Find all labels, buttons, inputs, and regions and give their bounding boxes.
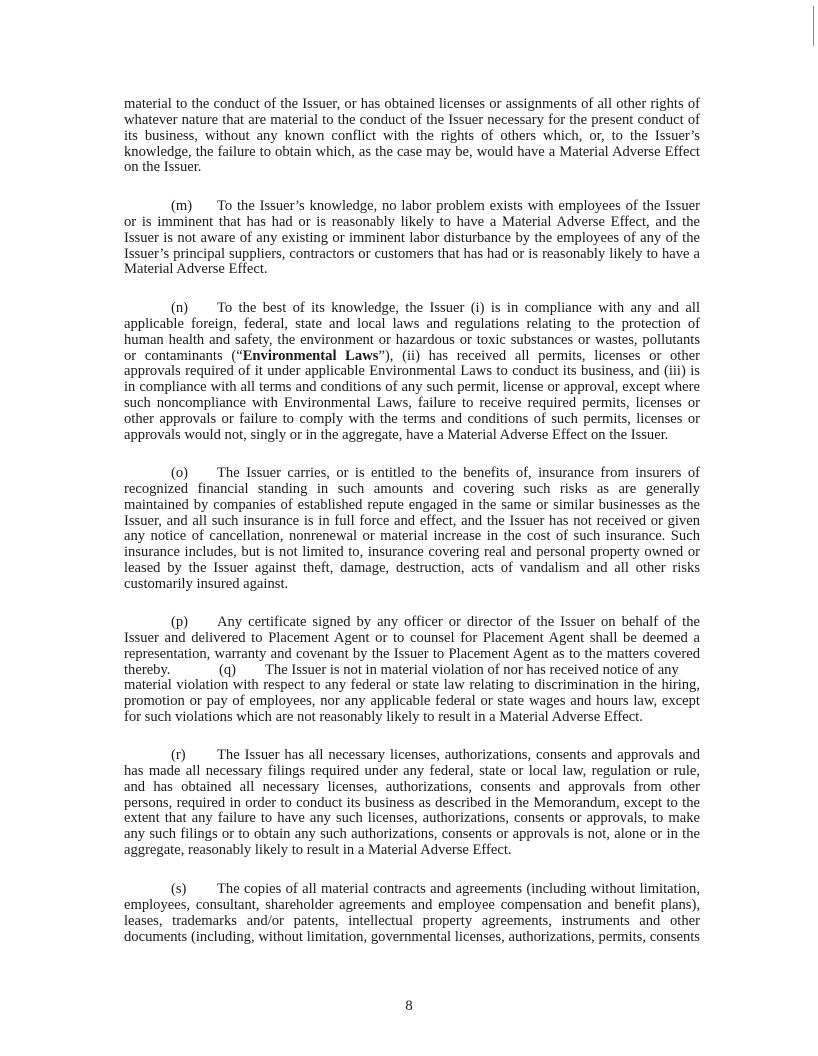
text-line: has made all necessary filings required under any federal, state or local law, regulation or rule, [124,762,700,779]
text-line: leased by the Issuer against theft, damage, destruction, acts of vandalism and all other risks [124,560,700,577]
paragraph-o [124,466,700,593]
paragraph-s [124,882,700,945]
text-line: material violation with respect to any federal or state law relating to discrimination in the hiring, [124,677,700,694]
paragraph-label: (m) [171,198,193,214]
paragraph-label: (r) [171,747,186,763]
text-line: such noncompliance with Environmental Laws, failure to receive required permits, licenses or [124,395,700,412]
text-line: promotion or pay of employees, nor any applicable federal or state wages and hours law, except [124,693,700,710]
text-line: for such violations which are not reasonably likely to result in a Material Adverse Effect. [124,709,643,726]
text-line: Issuer, and all such insurance is in full force and effect, and the Issuer has not received or given [124,512,700,529]
paragraph-n [124,301,700,444]
paragraph-label: (n) [171,300,189,316]
text-line-first [124,615,700,631]
text-line: customarily insured against. [124,575,289,592]
text-run: The Issuer carries, or is entitled to the benefits of, insurance from insurers of [217,465,700,481]
text-line: Issuer and delivered to Placement Agent or to counsel for Placement Agent shall be deemed a [124,629,700,646]
paragraph-r [124,748,700,859]
text-line: material to the conduct of the Issuer, or has obtained licenses or assignments of all other rights of [124,96,700,112]
paragraph-p-q [124,615,700,726]
text-run: Any certificate signed by any officer or director of the Issuer on behalf of the [217,614,700,630]
text-line: persons, required in order to conduct its business as described in the Memorandum, except to the [124,794,700,811]
text-line: Material Adverse Effect. [124,261,268,278]
paragraph-label: (o) [171,465,189,481]
text-line: recognized financial standing in such amounts and covering such risks as are generally [124,480,700,497]
paragraph-label: (s) [171,881,187,897]
text-line: approvals required of it under applicable Environmental Laws to conduct its business, and (iii) is [124,363,700,380]
text-line-with-defined-term [124,349,700,365]
paragraph-l-continuation [124,97,700,176]
text-line-first [124,466,700,482]
text-line: employees, consultant, shareholder agreements and employee compensation and benefit plans), [124,896,700,913]
text-line-first [124,301,700,317]
text-run: The copies of all material contracts and agreements (including without limitation, [217,881,700,897]
text-line: any such filings or to obtain any such authorizations, consents or approvals is not, alone or in the [124,826,700,843]
text-line-inline-label [124,663,700,679]
text-run: To the best of its knowledge, the Issuer (i) is in compliance with any and all [217,300,700,316]
text-line: any notice of cancellation, nonrenewal or material increase in the cost of such insurance. Such [124,528,700,545]
text-line: extent that any failure to have any such licenses, authorizations, consents or approvals, to make [124,810,700,827]
paragraph-label: (p) [171,614,189,630]
text-line: on the Issuer. [124,159,202,176]
text-run: The Issuer has all necessary licenses, authorizations, consents and approvals and [217,747,700,763]
text-line: Issuer’s principal suppliers, contractors or customers that has had or is reasonably likely to have a [124,245,700,262]
text-run: ”), (ii) has received all permits, licenses or other [378,347,700,364]
text-line: maintained by companies of established repute engaged in the same or similar businesses as the [124,496,700,513]
text-line: its business, without any known conflict with the rights of others which, or, to the Issuer’s [124,127,700,144]
text-run: The Issuer is not in material violation of nor has received notice of any [265,661,679,678]
page-number: 8 [405,998,413,1014]
text-line: documents (including, without limitation, governmental licenses, authorizations, permits, consents [124,928,700,945]
text-line-first [124,882,700,898]
paragraph-m [124,199,700,278]
text-line: Issuer is not aware of any existing or imminent labor disturbance by the employees of any of the [124,229,700,246]
text-line-first [124,199,700,215]
paragraph-label-q: (q) [219,661,237,678]
text-line: aggregate, reasonably likely to result in a Material Adverse Effect. [124,842,512,859]
defined-term: Environmental Laws [242,347,379,364]
text-line: whatever nature that are material to the conduct of the Issuer necessary for the present conduct of [124,111,700,128]
text-line: representation, warranty and covenant by the Issuer to Placement Agent as to the matters covered [124,645,700,662]
text-line-first [124,748,700,764]
text-run: or contaminants (“ [124,347,243,364]
text-line: knowledge, the failure to obtain which, as the case may be, would have a Material Adverse Effect [124,143,700,160]
page-edge-mark [813,6,814,46]
text-line: or is imminent that has had or is reasonably likely to have a Material Adverse Effect, and the [124,213,700,230]
text-line: human health and safety, the environment or hazardous or toxic substances or wastes, pollutants [124,331,700,348]
text-line: other approvals or failure to comply with the terms and conditions of such permits, licenses or [124,410,700,427]
text-line: insurance includes, but is not limited to, insurance covering real and personal property owned or [124,544,700,561]
text-run: To the Issuer’s knowledge, no labor problem exists with employees of the Issuer [217,198,700,214]
text-line: and has obtained all necessary licenses, authorizations, consents and approvals from other [124,778,700,795]
text-line: applicable foreign, federal, state and local laws and regulations relating to the protection of [124,315,700,332]
text-run: thereby. [124,661,171,678]
text-line: approvals would not, singly or in the aggregate, have a Material Adverse Effect on the Issuer. [124,426,669,443]
text-line: in compliance with all terms and conditions of any such permit, license or approval, except where [124,379,700,396]
text-line: leases, trademarks and/or patents, intellectual property agreements, instruments and other [124,912,700,929]
